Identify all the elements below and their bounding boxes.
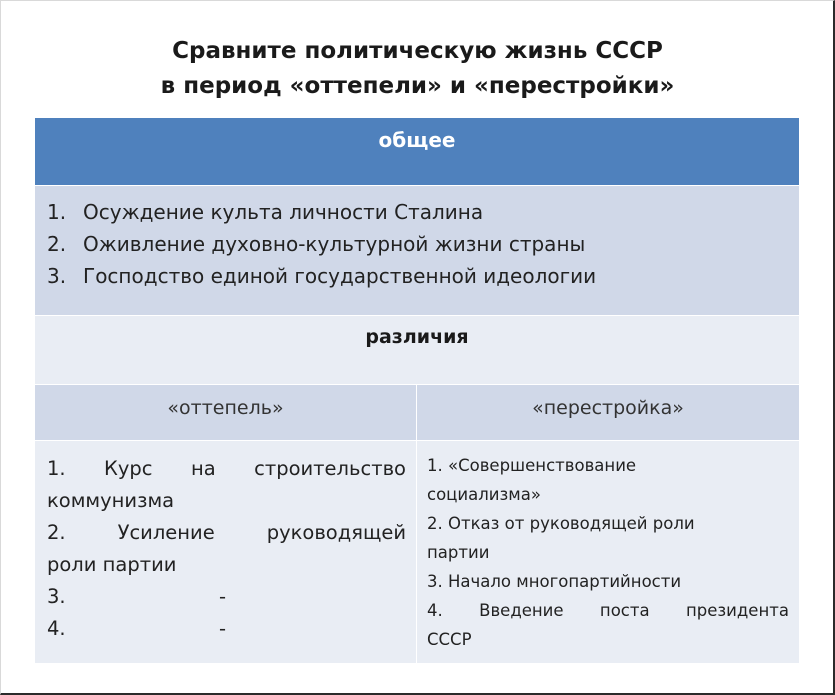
item-word: поста xyxy=(599,601,650,620)
item-word: руководящей xyxy=(266,521,406,544)
item-continuation: коммунизма xyxy=(47,489,175,512)
item-text: Осуждение культа личности Сталина xyxy=(83,200,484,224)
common-items xyxy=(35,186,799,316)
item-number: 1. xyxy=(47,457,66,480)
differences-header: различия xyxy=(365,326,469,348)
list-item xyxy=(47,198,787,230)
item-word: Усиление xyxy=(117,521,215,544)
list-item xyxy=(427,596,789,625)
item-number: 3. xyxy=(47,264,67,288)
item-text: Господство единой государственной идеологии xyxy=(83,264,597,288)
perestroika-column xyxy=(417,441,799,663)
item-continuation: роли партии xyxy=(47,553,177,576)
thaw-column-header: «оттепель» xyxy=(35,385,417,440)
thaw-column xyxy=(35,441,417,663)
perestroika-column-header: «перестройка» xyxy=(532,397,684,419)
item-number: 2. xyxy=(47,232,67,256)
comparison-table xyxy=(35,118,799,664)
item-word: Введение xyxy=(479,601,564,620)
item-number: 4. xyxy=(47,617,66,640)
item-continuation: социализма» xyxy=(427,485,541,504)
item-continuation: СССР xyxy=(427,630,472,649)
item-number: 3. xyxy=(47,585,66,608)
list-item xyxy=(47,613,406,645)
item-text: - xyxy=(219,585,227,608)
common-header-row xyxy=(35,118,799,186)
title-line-2: в период «оттепели» и «перестройки» xyxy=(160,73,675,99)
item-text: - xyxy=(219,617,227,640)
differences-header-row xyxy=(35,316,799,385)
column-header-row xyxy=(35,385,799,441)
list-item xyxy=(47,517,406,549)
list-item: 2. Отказ от руководящей роли xyxy=(427,514,695,533)
list-item xyxy=(47,262,787,294)
item-word: на xyxy=(190,457,216,480)
item-number: 2. xyxy=(47,521,66,544)
list-item: 3. Начало многопартийности xyxy=(427,572,682,591)
differences-content-row xyxy=(35,441,799,664)
list-item xyxy=(47,230,787,262)
list-item xyxy=(47,453,406,485)
item-continuation: партии xyxy=(427,543,490,562)
item-number: 1. xyxy=(47,200,67,224)
list-item: 1. «Совершенствование xyxy=(427,456,637,475)
slide-title xyxy=(0,34,835,104)
item-word: строительство xyxy=(254,457,406,480)
item-word: президента xyxy=(685,601,789,620)
item-number: 4. xyxy=(427,601,443,620)
title-line-1: Сравните политическую жизнь СССР xyxy=(172,38,663,64)
common-header: общее xyxy=(378,128,456,152)
item-text: Оживление духовно-культурной жизни страны xyxy=(83,232,586,256)
item-word: Курс xyxy=(104,457,153,480)
list-item xyxy=(47,581,406,613)
